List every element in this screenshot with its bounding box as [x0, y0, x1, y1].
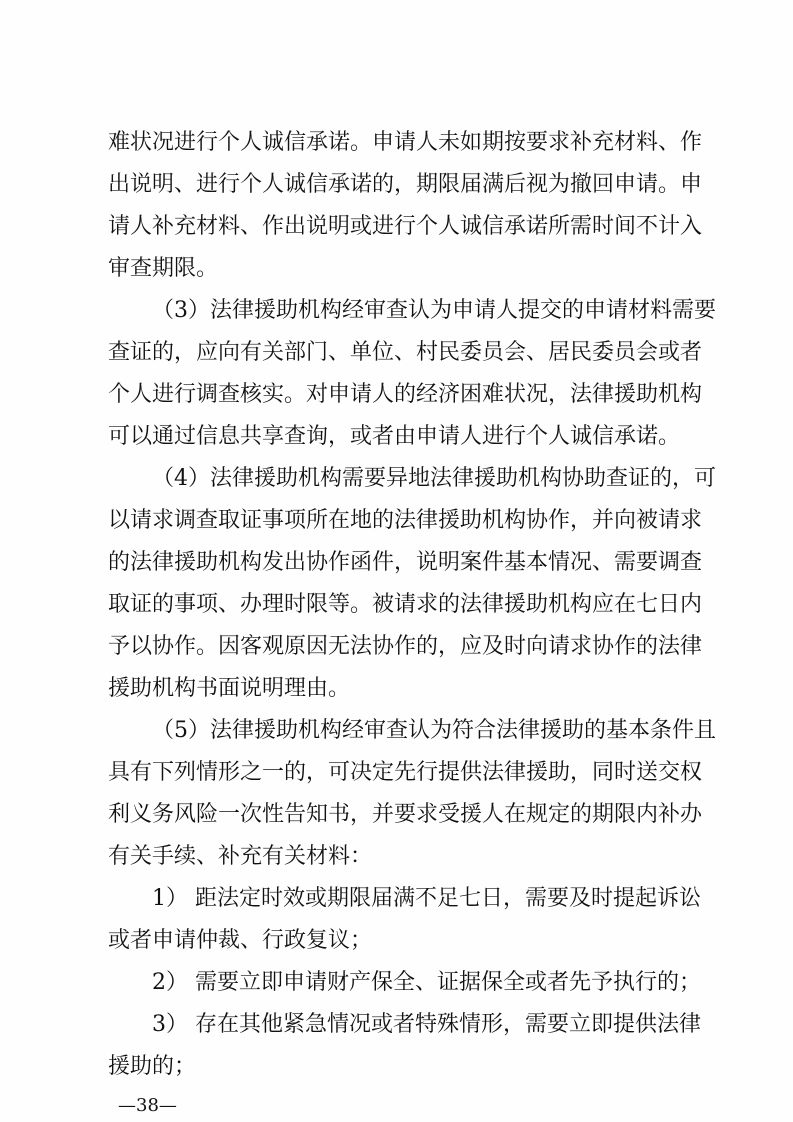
text-line: 予以协作。因客观原因无法协作的，应及时向请求协作的法律: [108, 634, 703, 659]
text-line: 有关手续、补充有关材料：: [108, 844, 373, 869]
paragraph-3-first-line: （3）法律援助机构经审查认为申请人提交的申请材料需要: [152, 298, 716, 323]
text-line: 审查期限。: [108, 256, 219, 281]
text-line: 难状况进行个人诚信承诺。申请人未如期按要求补充材料、作: [108, 130, 703, 155]
text-line: 请人补充材料、作出说明或进行个人诚信承诺所需时间不计入: [108, 214, 703, 239]
text-line: 利义务风险一次性告知书，并要求受援人在规定的期限内补办: [108, 802, 703, 827]
text-line: 具有下列情形之一的，可决定先行提供法律援助，同时送交权: [108, 760, 703, 785]
text-line: 取证的事项、办理时限等。被请求的法律援助机构应在七日内: [108, 592, 703, 617]
text-line: 的法律援助机构发出协作函件，说明案件基本情况、需要调查: [108, 550, 703, 575]
text-line: 查证的，应向有关部门、单位、村民委员会、居民委员会或者: [108, 340, 703, 365]
text-line: 或者申请仲裁、行政复议；: [108, 928, 373, 953]
list-item-3: 3） 存在其他紧急情况或者特殊情形，需要立即提供法律: [152, 1012, 701, 1037]
text-line: 个人进行调查核实。对申请人的经济困难状况，法律援助机构: [108, 382, 703, 407]
text-line: 以请求调查取证事项所在地的法律援助机构协作，并向被请求: [108, 508, 703, 533]
text-line: 出说明、进行个人诚信承诺的，期限届满后视为撤回申请。申: [108, 172, 703, 197]
text-line: 可以通过信息共享查询，或者由申请人进行个人诚信承诺。: [108, 424, 681, 449]
list-item-1: 1） 距法定时效或期限届满不足七日，需要及时提起诉讼: [152, 886, 701, 911]
paragraph-5-first-line: （5）法律援助机构经审查认为符合法律援助的基本条件且: [152, 718, 716, 743]
text-line: 援助的；: [108, 1054, 197, 1079]
list-item-2: 2） 需要立即申请财产保全、证据保全或者先予执行的；: [152, 970, 701, 995]
text-line: 援助机构书面说明理由。: [108, 676, 351, 701]
paragraph-4-first-line: （4）法律援助机构需要异地法律援助机构协助查证的，可: [152, 466, 716, 491]
page-number: —38—: [118, 1095, 177, 1116]
